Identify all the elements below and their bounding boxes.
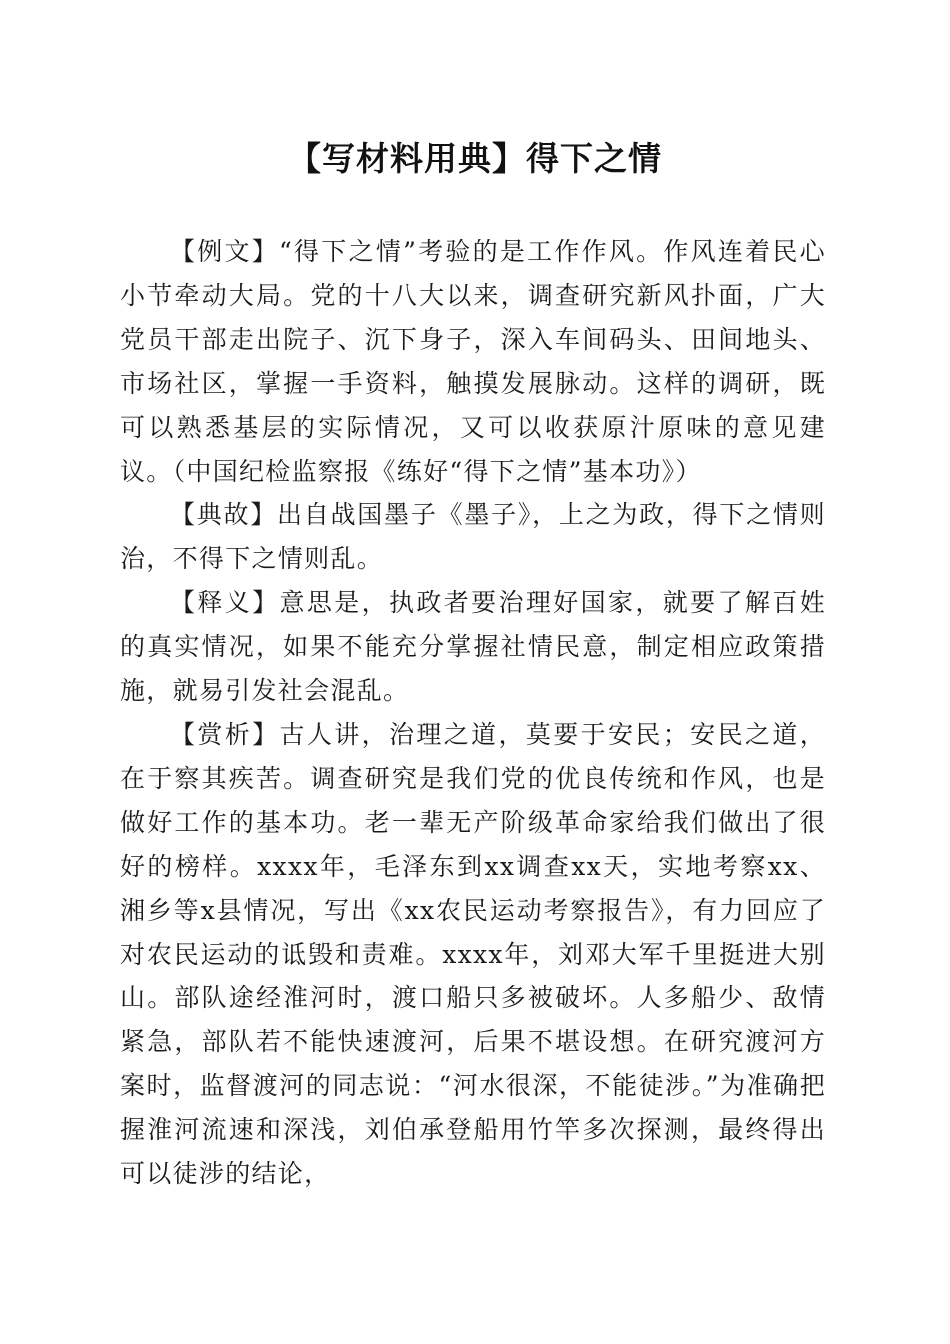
paragraph-meaning: 【释义】意思是，执政者要治理好国家，就要了解百姓的真实情况，如果不能充分掌握社情民意，制定相应政策措施，就易引发社会混乱。 [120,588,826,706]
document-body [120,230,826,1196]
paragraph-allusion: 【典故】出自战国墨子《墨子》，上之为政，得下之情则治，不得下之情则乱。 [120,500,826,574]
document-title: 【写材料用典】得下之情 [288,139,662,178]
paragraph-example: 【例文】“得下之情”考验的是工作作风。作风连着民心小节牵动大局。党的十八大以来，调查研究新风扑面，广大党员干部走出院子、沉下身子，深入车间码头、田间地头、市场社区，掌握一手资料，触摸发展脉动。这样的调研，既可以熟悉基层的实际情况，又可以收获原汁原味的意见建议。（中国纪检监察报《练好“得下之情”基本功》） [120,237,826,486]
paragraph-appreciation: 【赏析】古人讲，治理之道，莫要于安民；安民之道，在于察其疾苦。调查研究是我们党的优良传统和作风，也是做好工作的基本功。老一辈无产阶级革命家给我们做出了很好的榜样。xxxx年，毛泽东到xx调查xx天，实地考察xx、湘乡等x县情况，写出《xx农民运动考察报告》，有力回应了对农民运动的诋毁和责难。xxxx年，刘邓大军千里挺进大别山。部队途经淮河时，渡口船只多被破坏。人多船少、敌情紧急，部队若不能快速渡河，后果不堪设想。在研究渡河方案时，监督渡河的同志说：“河水很深，不能徒涉。”为准确把握淮河流速和深浅，刘伯承登船用竹竿多次探测，最终得出可以徒涉的结论， [120,719,826,1189]
